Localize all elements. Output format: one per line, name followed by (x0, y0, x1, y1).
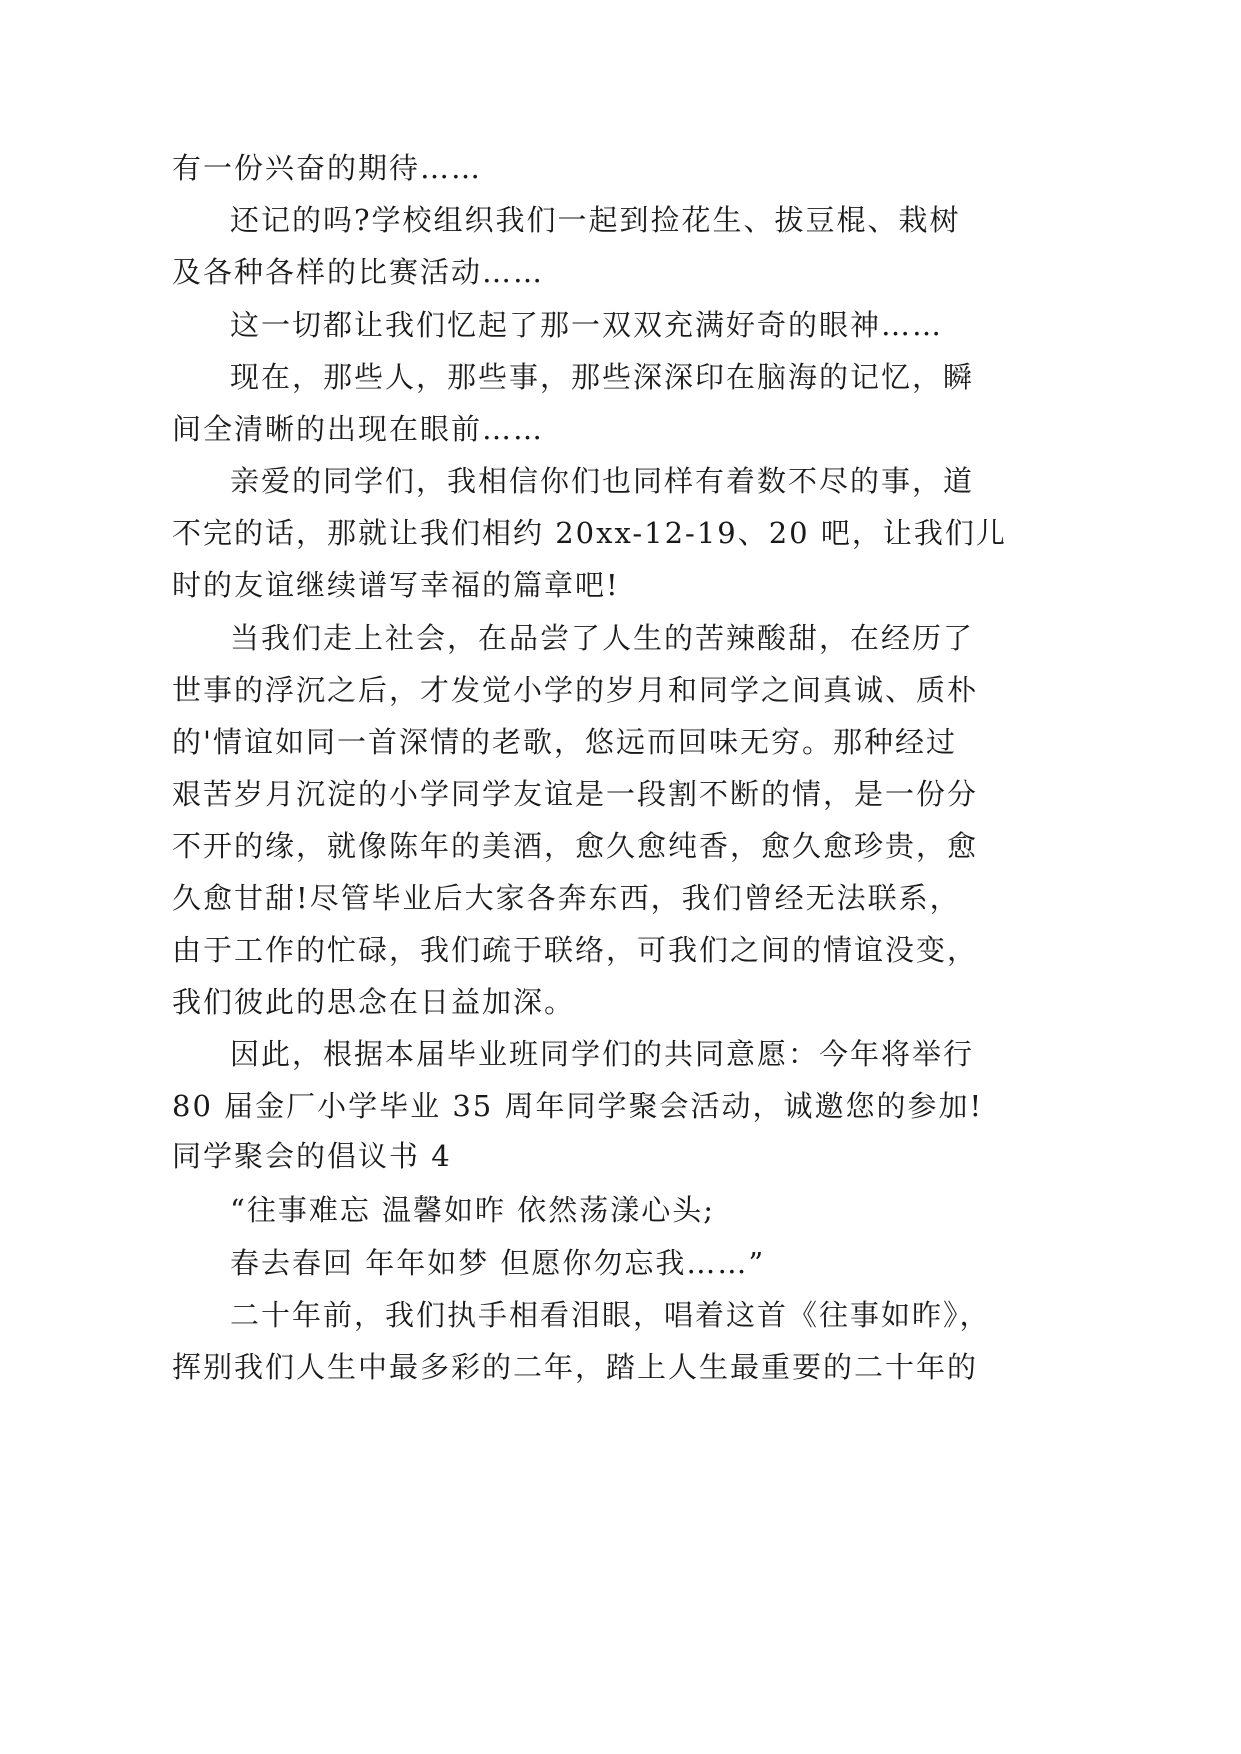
text-line: 我们彼此的思念在日益加深。 (172, 985, 576, 1019)
text-line: 时的友谊继续谱写幸福的篇章吧! (172, 568, 620, 602)
text-line: 不完的话，那就让我们相约 20xx-12-19、20 吧，让我们儿 (172, 516, 1007, 550)
text-line: 80 届金厂小学毕业 35 周年同学聚会活动，诚邀您的参加! (172, 1089, 984, 1123)
text-line: 的'情谊如同一首深情的老歌，悠远而回味无穷。那种经过 (172, 725, 957, 759)
text-line: 挥别我们人生中最多彩的二年，踏上人生最重要的二十年的 (172, 1350, 979, 1384)
text-line: 世事的浮沉之后，才发觉小学的岁月和同学之间真诚、质朴 (172, 673, 979, 707)
text-line: 亲爱的同学们，我相信你们也同样有着数不尽的事，道 (230, 464, 975, 498)
text-line: 有一份兴奋的期待…… (172, 151, 483, 185)
text-line: 久愈甘甜!尽管毕业后大家各奔东西，我们曾经无法联系， (172, 881, 961, 915)
text-line: 不开的缘，就像陈年的美酒，愈久愈纯香，愈久愈珍贵，愈 (172, 829, 979, 863)
text-line: 间全清晰的出现在眼前…… (172, 412, 545, 446)
text-line: 还记的吗?学校组织我们一起到捡花生、拔豆棍、栽树 (230, 203, 961, 237)
text-line: 由于工作的忙碌，我们疏于联络，可我们之间的情谊没变， (172, 933, 979, 967)
text-line: 二十年前，我们执手相看泪眼，唱着这首《往事如昨》， (230, 1298, 991, 1332)
text-line: 当我们走上社会，在品尝了人生的苦辣酸甜，在经历了 (230, 621, 975, 655)
text-line: “往事难忘 温馨如昨 依然荡漾心头; (230, 1193, 716, 1227)
section-heading: 同学聚会的倡议书 4 (172, 1139, 452, 1173)
text-line: 因此，根据本届毕业班同学们的共同意愿：今年将举行 (230, 1037, 975, 1071)
text-line: 这一切都让我们忆起了那一双双充满好奇的眼神…… (230, 308, 944, 342)
text-line: 春去春回 年年如梦 但愿你勿忘我……” (230, 1246, 766, 1280)
text-line: 艰苦岁月沉淀的小学同学友谊是一段割不断的情，是一份分 (172, 777, 979, 811)
text-line: 现在，那些人，那些事，那些深深印在脑海的记忆，瞬 (230, 360, 975, 394)
text-line: 及各种各样的比赛活动…… (172, 255, 545, 289)
